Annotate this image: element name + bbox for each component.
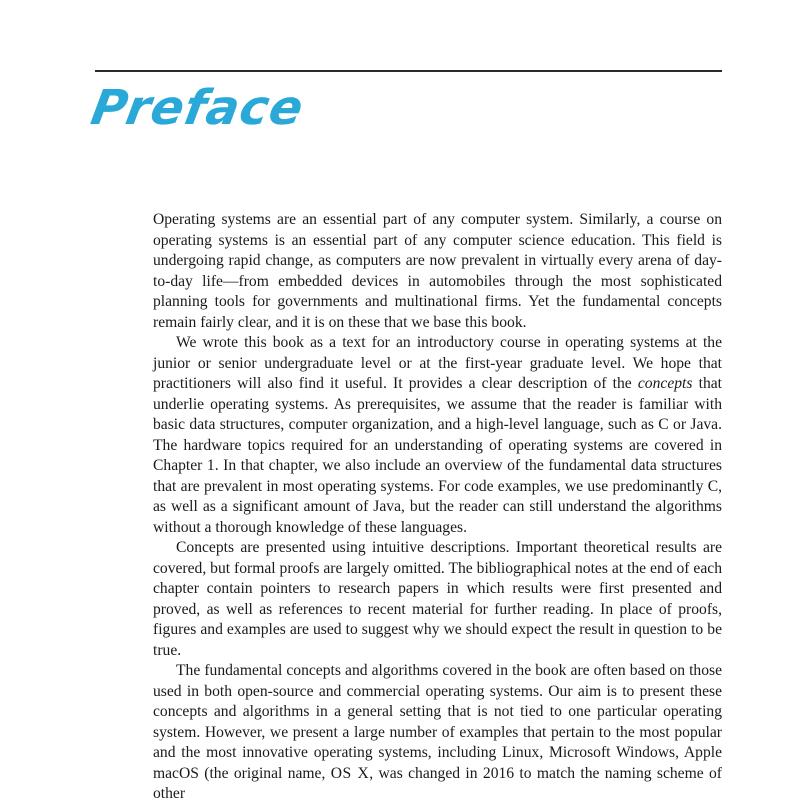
paragraph-3: Concepts are presented using intuitive descriptions. Important theoretical results are covered, but formal proofs are largely omitted. The bibliographical notes at the end of each chapter contain pointers to research papers in which results were first presented and proved, as well as references to recent material for further reading. In place of proofs, figures and examples are used to suggest why we should expect the result in question to be true. [153, 539, 722, 659]
paragraph-4: The fundamental concepts and algorithms covered in the book are often based on those used in both open-source and commercial operating systems. Our aim is to present these concepts and algorithms in a general setting that is not tied to one particular operating system. However, we present a large number of examples that pertain to the most popular and the most innovative operating systems, including Linux, Microsoft Windows, Apple macOS (the original name, OS X, was changed in 2016 to match the naming scheme of other [153, 662, 722, 802]
paragraph-2: We wrote this book as a text for an introductory course in operating systems at the junior or senior undergraduate level or at the first-year graduate level. We hope that practitioners will also find it useful. It provides a clear description of the concepts that underlie operating systems. As prerequisites, we assume that the reader is familiar with basic data structures, computer organization, and a high-level language, such as C or Java. The hardware topics required for an understanding of operating systems are covered in Chapter 1. In that chapter, we also include an overview of the fundamental data structures that are prevalent in most operating systems. For code examples, we use predominantly C, as well as a significant amount of Java, but the reader can still understand the algorithms without a thorough knowledge of these languages. [153, 334, 722, 536]
os-x-smallcaps: OS X [330, 764, 370, 782]
chapter-top-rule [95, 70, 722, 72]
preface-body [153, 210, 722, 805]
emphasis-concepts: concepts [637, 375, 693, 392]
paragraph-1: Operating systems are an essential part of any computer system. Similarly, a course on operating systems is an essential part of any computer science education. This field is undergoing rapid change, as computers are now prevalent in virtually every arena of day-to-day life—from embedded devices in automobiles through the most sophisticated planning tools for governments and multinational firms. Yet the fundamental concepts remain fairly clear, and it is on these that we base this book. [153, 211, 722, 331]
chapter-title: Preface [87, 80, 309, 136]
